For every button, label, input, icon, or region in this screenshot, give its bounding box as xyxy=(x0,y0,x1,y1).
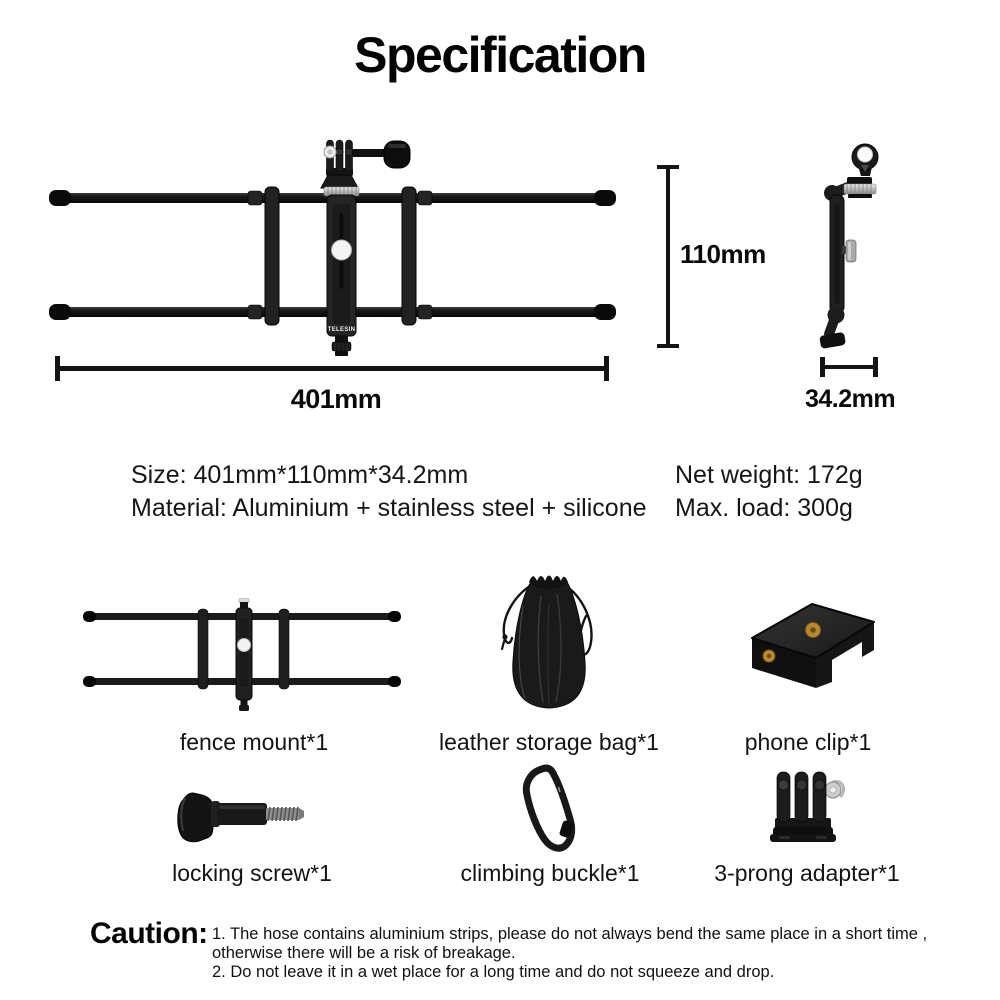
caution-heading: Caution: xyxy=(90,917,208,950)
climbing-buckle-item-illustration xyxy=(520,762,578,854)
page-title: Specification xyxy=(354,27,646,83)
leather-bag-item-illustration xyxy=(493,566,605,714)
caution-note-line-3: 2. Do not leave it in a wet place for a long time and do not squeeze and drop. xyxy=(212,963,775,981)
width-dimension-line xyxy=(55,366,609,371)
fence-mount-side-view-illustration xyxy=(815,140,890,352)
caution-note-line-2: otherwise there will be a risk of breakage. xyxy=(212,944,516,962)
item-label-fence-mount: fence mount*1 xyxy=(179,729,329,755)
depth-dimension-line xyxy=(820,365,878,369)
item-label-three-prong-adapter: 3-prong adapter*1 xyxy=(714,860,900,886)
item-label-phone-clip: phone clip*1 xyxy=(744,729,872,755)
spec-max-load: Max. load: 300g xyxy=(675,494,853,522)
item-label-climbing-buckle: climbing buckle*1 xyxy=(460,860,640,886)
left-strut xyxy=(265,187,279,325)
fence-mount-item-illustration xyxy=(82,598,402,712)
spec-material: Material: Aluminium + stainless steel + silicone xyxy=(131,494,647,522)
caution-notes xyxy=(212,925,962,982)
height-dimension-line xyxy=(666,167,670,346)
brand-label: TELESIN xyxy=(327,327,356,333)
item-label-locking-screw: locking screw*1 xyxy=(172,860,332,886)
spec-net-weight: Net weight: 172g xyxy=(675,461,863,489)
three-prong-adapter-item-illustration xyxy=(770,768,852,848)
phone-clip-item-illustration xyxy=(738,592,886,707)
caution-note-line-1: 1. The hose contains aluminium strips, please do not always bend the same place in a short time , xyxy=(212,925,928,943)
width-dimension-label: 401mm xyxy=(290,384,382,414)
locking-knob xyxy=(332,240,352,260)
item-label-leather-bag: leather storage bag*1 xyxy=(439,729,659,755)
height-dimension-label: 110mm xyxy=(680,239,766,269)
depth-dimension-label: 34.2mm xyxy=(804,385,896,413)
locking-screw-item-illustration xyxy=(175,790,305,845)
right-strut xyxy=(402,187,416,325)
spec-size: Size: 401mm*110mm*34.2mm xyxy=(131,461,469,489)
fence-mount-front-view-illustration xyxy=(45,135,620,365)
